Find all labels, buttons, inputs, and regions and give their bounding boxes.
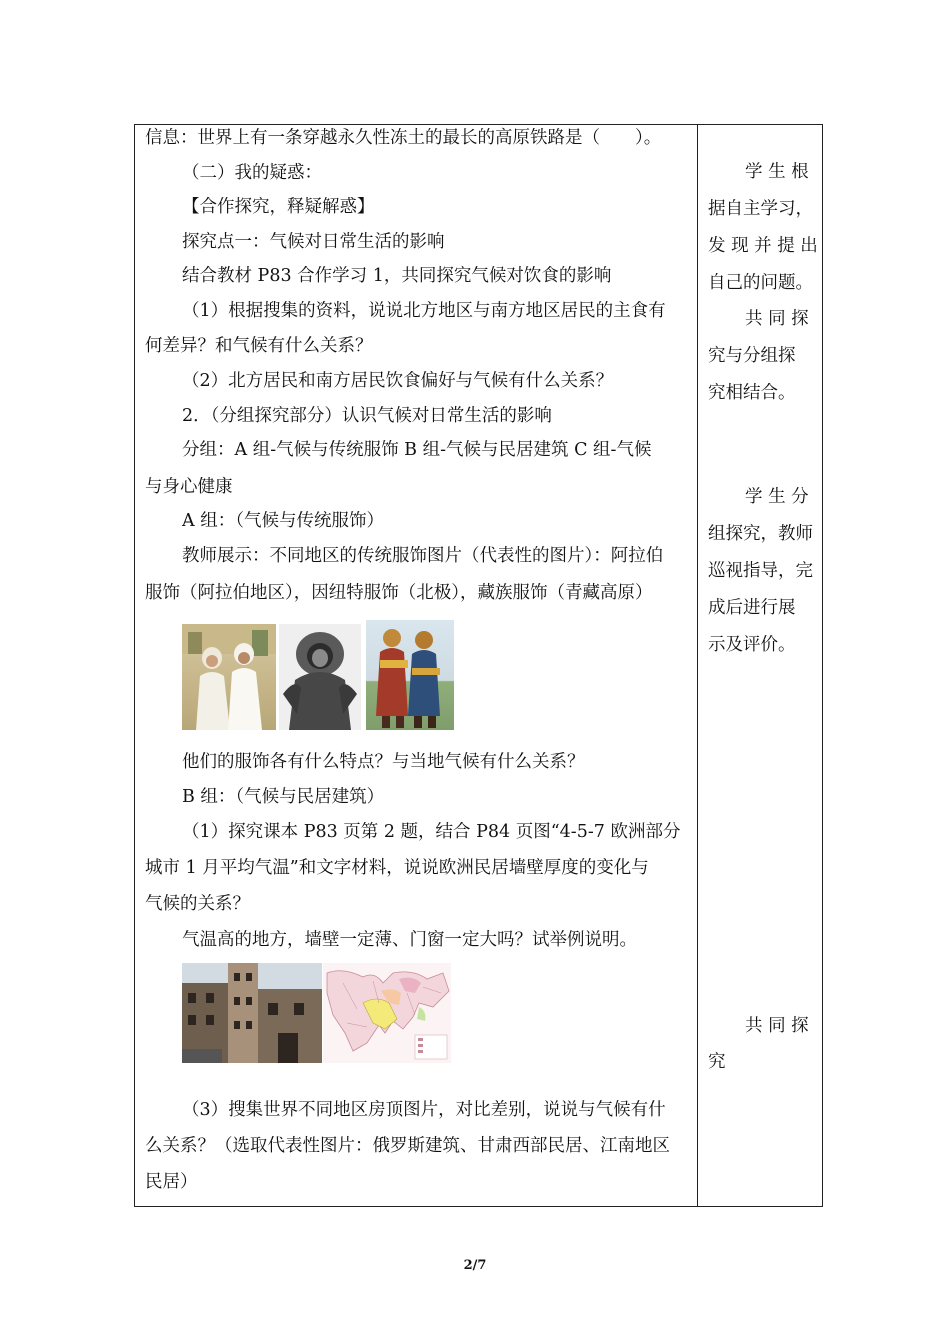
text-line: （1）探究课本 P83 页第 2 题，结合 P84 页图“4-5-7 欧洲部分 <box>182 822 681 842</box>
text-line: 信息：世界上有一条穿越永久性冻土的最长的高原铁路是（ ）。 <box>145 128 662 148</box>
side-note-line: 组探究，教师 <box>708 524 813 544</box>
text-line: （2）北方居民和南方居民饮食偏好与气候有什么关系？ <box>182 371 614 391</box>
text-line: 气候的关系？ <box>145 894 250 914</box>
side-note-line: 学 生 根 <box>745 162 809 182</box>
text-line: （1）根据搜集的资料，说说北方地区与南方地区居民的主食有 <box>182 301 666 321</box>
text-line: 气温高的地方，墙壁一定薄、门窗一定大吗？试举例说明。 <box>182 930 637 950</box>
text-line: 2．（分组探究部分）认识气候对日常生活的影响 <box>182 406 552 426</box>
side-note-line: 发 现 并 提 出 <box>708 236 818 256</box>
side-note-line: 自己的问题。 <box>708 273 813 293</box>
text-line: 他们的服饰各有什么特点？与当地气候有什么关系？ <box>182 752 585 772</box>
side-note-line: 究 <box>708 1052 726 1072</box>
side-note-line: 据自主学习， <box>708 199 813 219</box>
text-line: B 组：（气候与民居建筑） <box>182 787 385 807</box>
text-line: 教师展示：不同地区的传统服饰图片（代表性的图片）：阿拉伯 <box>182 546 664 566</box>
side-note-line: 究与分组探 <box>708 346 796 366</box>
column-divider <box>697 124 698 1207</box>
text-line: 【合作探究，释疑解惑】 <box>182 197 375 217</box>
side-note-line: 共 同 探 <box>745 309 809 329</box>
side-note-line: 示及评价。 <box>708 635 796 655</box>
text-line: 与身心健康 <box>145 477 233 497</box>
side-note-line: 成后进行展 <box>708 598 796 618</box>
text-line: 探究点一：气候对日常生活的影响 <box>182 232 445 252</box>
text-line: （3）搜集世界不同地区房顶图片，对比差别，说说与气候有什 <box>182 1100 666 1120</box>
text-line: 民居） <box>145 1172 198 1192</box>
side-note-line: 学 生 分 <box>745 487 809 507</box>
page-number: 2/7 <box>463 1258 487 1273</box>
tibetan-costume-photo <box>366 620 454 730</box>
side-note-line: 究相结合。 <box>708 383 796 403</box>
arabian-costume-photo <box>182 624 276 730</box>
text-line: 何差异？和气候有什么关系？ <box>145 336 373 356</box>
text-line: 城市 1 月平均气温”和文字材料，说说欧洲民居墙壁厚度的变化与 <box>145 858 649 878</box>
side-note-line: 共 同 探 <box>745 1016 809 1036</box>
text-line: 结合教材 P83 合作学习 1，共同探究气候对饮食的影响 <box>182 266 612 286</box>
text-line: 么关系？（选取代表性图片：俄罗斯建筑、甘肃西部民居、江南地区 <box>145 1136 670 1156</box>
text-line: A 组：（气候与传统服饰） <box>182 511 384 531</box>
text-line: （二）我的疑惑： <box>182 163 322 183</box>
text-line: 服饰（阿拉伯地区），因纽特服饰（北极），藏族服饰（青藏高原） <box>145 583 653 603</box>
climate-map-image <box>323 963 451 1063</box>
text-line: 分组：A 组-气候与传统服饰 B 组-气候与民居建筑 C 组-气候 <box>182 440 652 460</box>
inuit-costume-photo <box>279 624 361 730</box>
building-photo <box>182 963 322 1063</box>
side-note-line: 巡视指导，完 <box>708 561 813 581</box>
